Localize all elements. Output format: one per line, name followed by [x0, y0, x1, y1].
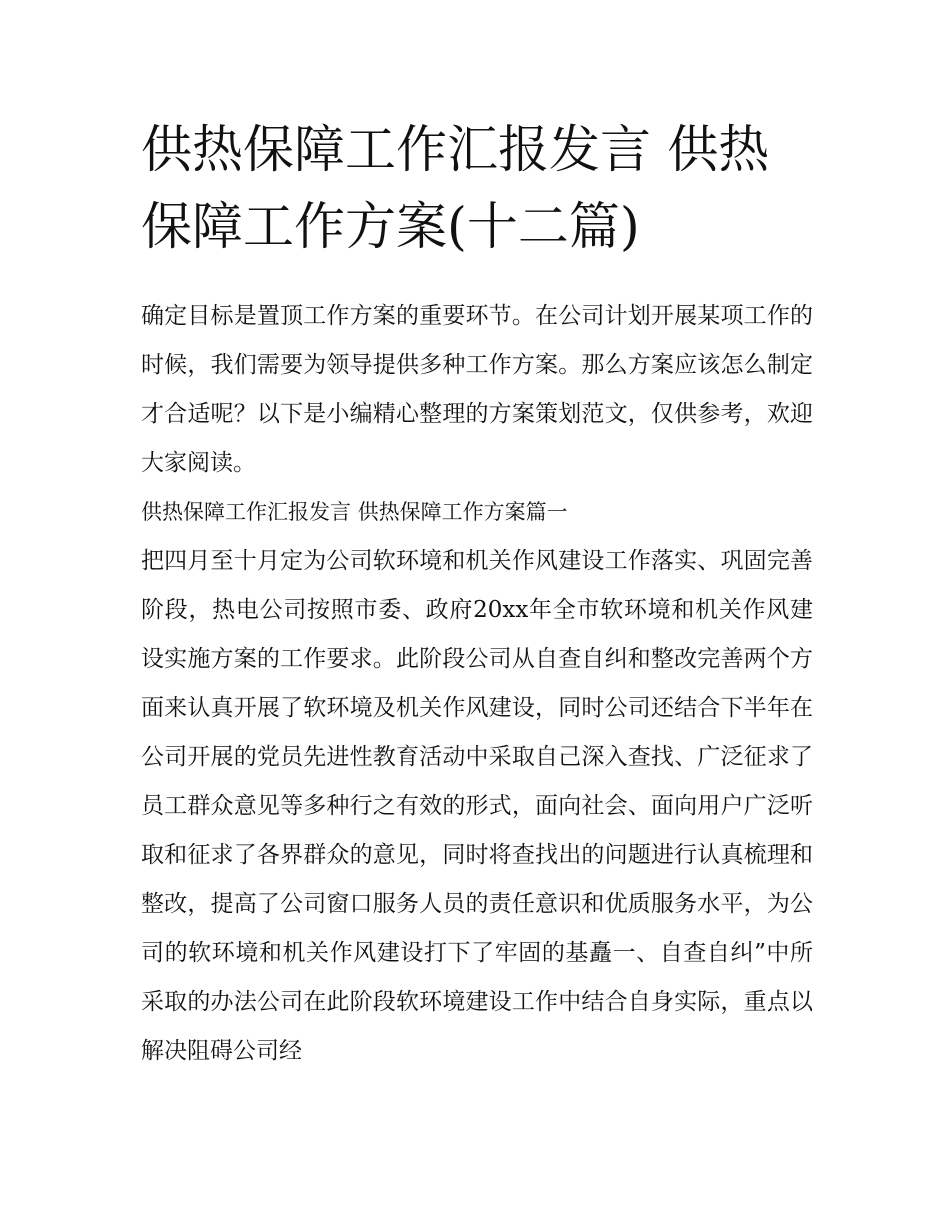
document-page	[141, 112, 813, 1076]
section-heading: 供热保障工作汇报发言 供热保障工作方案篇一	[141, 500, 568, 524]
body-paragraph: 把四月至十月定为公司软环境和机关作风建设工作落实、巩固完善阶段，热电公司按照市委、政府20xx年全市软环境和机关作风建设实施方案的工作要求。此阶段公司从自查自纠和整改完善两个方面来认真开展了软环境及机关作风建设，同时公司还结合下半年在公司开展的党员先进性教育活动中采取自己深入查找、广泛征求了员工群众意见等多种行之有效的形式，面向社会、面向用户广泛听取和征求了各界群众的意见，同时将查找出的问题进行认真梳理和整改，提高了公司窗口服务人员的责任意识和优质服务水平，为公司的软环境和机关作风建设打下了牢固的基矗一、自查自纠”中所采取的办法公司在此阶段软环境建设工作中结合自身实际，重点以解决阻碍公司经	[141, 548, 813, 1064]
document-title: 供热保障工作汇报发言 供热保障工作方案(十二篇)	[141, 121, 770, 257]
intro-paragraph: 确定目标是置顶工作方案的重要环节。在公司计划开展某项工作的时候，我们需要为领导提供多种工作方案。那么方案应该怎么制定才合适呢？以下是小编精心整理的方案策划范文，仅供参考，欢迎大家阅读。	[141, 303, 813, 476]
